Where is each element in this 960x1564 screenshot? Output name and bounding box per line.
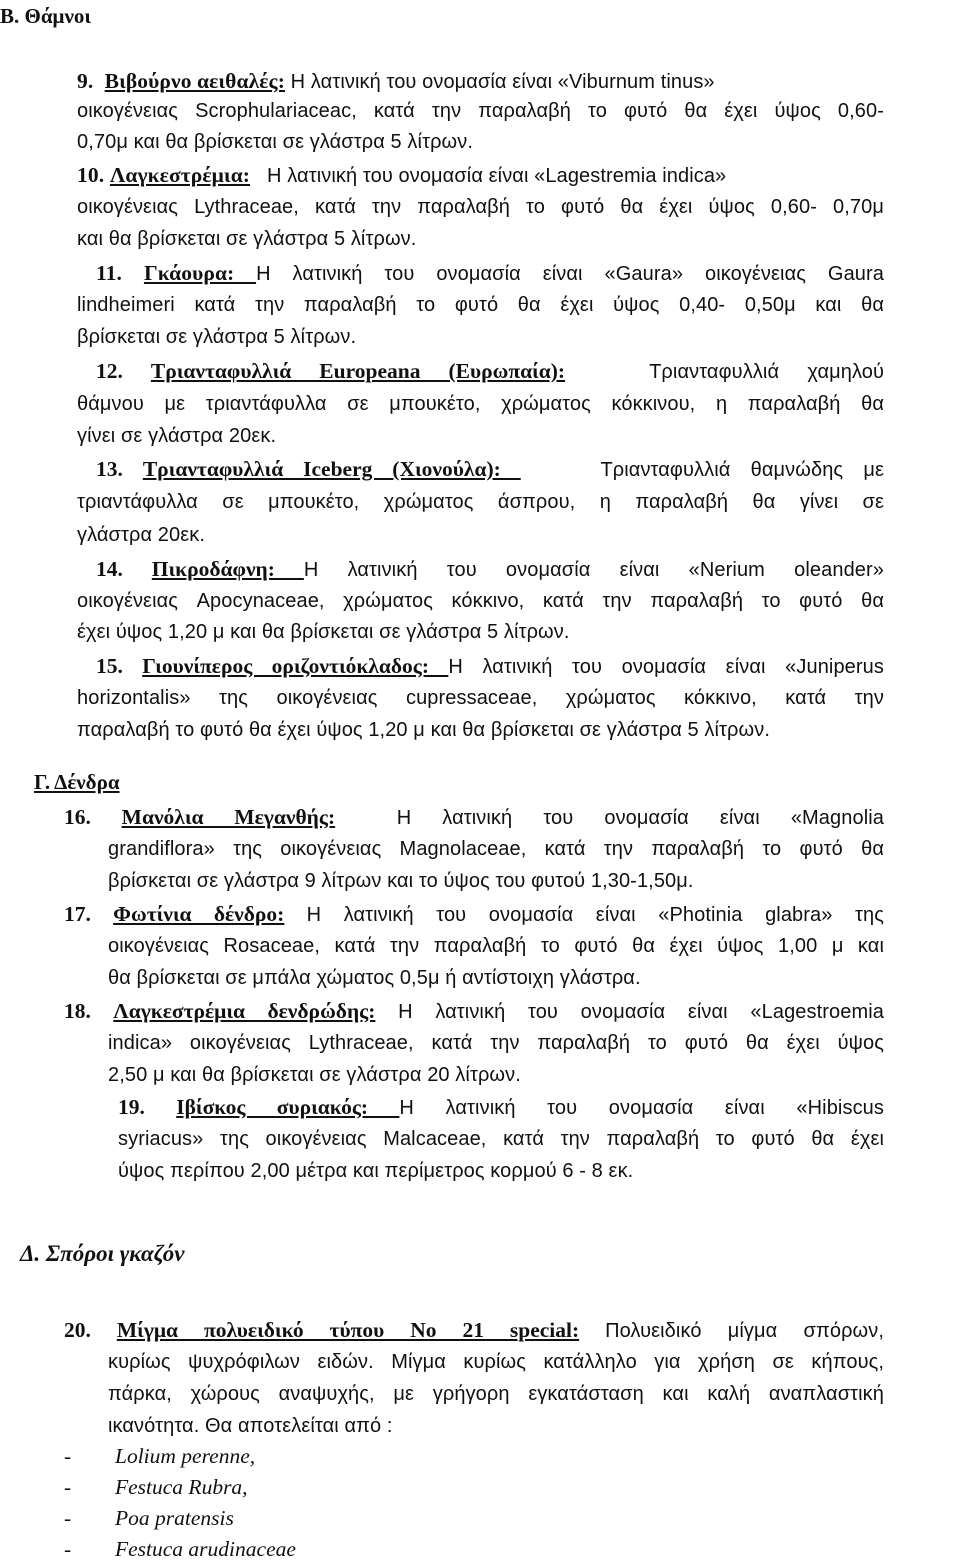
item-text: 0,70μ και θα βρίσκεται σε γλάστρα 5 λίτρων. — [77, 131, 474, 153]
section-heading-shrubs: B. Θάμνοι — [0, 4, 91, 28]
item-number: 15. — [96, 654, 123, 678]
item-title: Γιουνίπερος οριζοντιόκλαδος: — [142, 654, 449, 678]
species-item — [64, 1441, 256, 1471]
list-item — [64, 802, 884, 833]
item-number: 11. — [96, 261, 122, 285]
item-title: Τριανταφυλλιά Iceberg (Χιονούλα): — [142, 457, 521, 481]
list-item — [77, 160, 884, 191]
item-text: syriacus» της οικογένειας Malcaceae, κατά την παραλαβή το φυτό θα έχει — [118, 1128, 884, 1150]
item-title: Βιβούρνο αειθαλές: — [104, 69, 285, 93]
item-title: Λαγκεστρέμια: — [109, 163, 251, 187]
item-text: οικογένειας Scrophulariaceac, κατά την παραλαβή το φυτό θα έχει ύψος 0,60- — [77, 100, 884, 122]
item-text: βρίσκεται σε γλάστρα 9 λίτρων και το ύψος του φυτού 1,30-1,50μ. — [108, 870, 694, 892]
item-number: 19. — [118, 1095, 145, 1119]
item-text: Τριανταφυλλιά χαμηλού — [649, 361, 885, 383]
item-number: 9. — [77, 69, 94, 93]
list-item — [118, 1092, 884, 1123]
item-title: Ιβίσκος συριακός: — [176, 1095, 400, 1119]
item-text: indica» οικογένειας Lythraceae, κατά την παραλαβή το φυτό θα έχει ύψος — [108, 1032, 884, 1054]
item-text: παραλαβή το φυτό θα έχει ύψος 1,20 μ και θα βρίσκεται σε γλάστρα 5 λίτρων. — [77, 719, 771, 741]
item-title: Φωτίνια δένδρο: — [113, 902, 285, 926]
item-number: 10. — [77, 163, 105, 187]
item-text: Πολυειδικό μίγμα σπόρων, — [605, 1320, 885, 1342]
list-item — [64, 996, 884, 1027]
item-number: 20. — [64, 1318, 91, 1342]
item-title: Μανόλια Μεγανθής: — [121, 805, 336, 829]
species-name: Poa pratensis — [115, 1506, 234, 1530]
item-text: πάρκα, χώρους αναψυχής, με γρήγορη εγκατάσταση και καλή αναπλαστική — [108, 1383, 884, 1405]
item-text: Η λατινική του ονομασία είναι «Nerium oleander» — [303, 559, 884, 581]
species-name: Festuca Rubra, — [115, 1475, 248, 1499]
list-item — [64, 1315, 884, 1346]
item-text: θα βρίσκεται σε μπάλα χώματος 0,5μ ή αντίστοιχη γλάστρα. — [108, 967, 641, 989]
item-text: έχει ύψος 1,20 μ και θα βρίσκεται σε γλάστρα 5 λίτρων. — [77, 621, 570, 643]
bullet-dash: - — [64, 1475, 72, 1499]
item-text: Η λατινική του ονομασία είναι «Lagestroemia — [375, 1001, 885, 1023]
item-text: Η λατινική του ονομασία είναι «Lagestremia indica» — [267, 165, 727, 187]
section-heading-trees — [34, 767, 120, 797]
item-text: Η λατινική του ονομασία είναι «Juniperus — [448, 656, 884, 678]
item-text: κυρίως ψυχρόφιλων ειδών. Μίγμα κυρίως κατάλληλο για χρήση σε κήπους, — [108, 1351, 884, 1373]
item-text: οικογένειας Lythraceae, κατά την παραλαβή το φυτό θα έχει ύψος 0,60- 0,70μ — [77, 196, 884, 218]
section-heading-seeds: Δ. Σπόροι γκαζόν — [20, 1241, 185, 1266]
list-item — [96, 356, 884, 387]
item-text: 2,50 μ και θα βρίσκεται σε γλάστρα 20 λίτρων. — [108, 1064, 521, 1086]
item-title: Λαγκεστρέμια δενδρώδης: — [113, 999, 376, 1023]
item-text: θάμνου με τριαντάφυλλα σε μπουκέτο, χρώματος κόκκινου, η παραλαβή θα — [77, 393, 884, 415]
item-text: grandiflora» της οικογένειας Magnolaceae, κατά την παραλαβή το φυτό θα — [108, 838, 884, 860]
item-text: οικογένειας Rosaceae, κατά την παραλαβή το φυτό θα έχει ύψος 1,00 μ και — [108, 935, 884, 957]
species-name: Festuca arudinaceae — [115, 1537, 296, 1561]
item-text: Η λατινική του ονομασία είναι «Magnolia — [396, 807, 885, 829]
species-item — [64, 1534, 296, 1564]
species-name: Lolium perenne, — [115, 1444, 256, 1468]
species-item — [64, 1472, 248, 1502]
item-number: 17. — [64, 902, 91, 926]
item-text: γλάστρα 20εκ. — [77, 524, 206, 546]
section-heading-text: Γ. Δένδρα — [34, 770, 120, 794]
item-text: γίνει σε γλάστρα 20εκ. — [77, 425, 277, 447]
item-number: 12. — [96, 359, 123, 383]
item-number: 13. — [96, 457, 123, 481]
item-number: 14. — [96, 557, 123, 581]
item-text: και θα βρίσκεται σε γλάστρα 5 λίτρων. — [77, 228, 417, 250]
list-item — [96, 651, 884, 682]
item-text: ύψος περίπου 2,00 μέτρα και περίμετρος κορμού 6 - 8 εκ. — [118, 1160, 634, 1182]
item-number: 16. — [64, 805, 91, 829]
bullet-dash: - — [64, 1506, 72, 1530]
list-item — [77, 66, 884, 97]
item-title: Τριανταφυλλιά Europeana (Ευρωπαία): — [150, 359, 566, 383]
item-text: βρίσκεται σε γλάστρα 5 λίτρων. — [77, 326, 357, 348]
item-number: 18. — [64, 999, 91, 1023]
item-text: Η λατινική του ονομασία είναι «Viburnum tinus» — [285, 71, 715, 93]
item-text: lindheimeri κατά την παραλαβή το φυτό θα έχει ύψος 0,40- 0,50μ και θα — [77, 294, 884, 316]
item-title: Πικροδάφνη: — [151, 557, 304, 581]
item-title: Μίγμα πολυειδικό τύπου Νο 21 special: — [116, 1318, 580, 1342]
list-item — [64, 899, 884, 930]
item-text: Η λατινική του ονομασία είναι «Hibiscus — [399, 1097, 884, 1119]
item-title: Γκάουρα: — [143, 261, 257, 285]
item-text: horizontalis» της οικογένειας cupressaceae, χρώματος κόκκινο, κατά την — [77, 687, 884, 709]
item-text: Η λατινική του ονομασία είναι «Photinia glabra» της — [306, 904, 885, 926]
bullet-dash: - — [64, 1444, 72, 1468]
species-item — [64, 1503, 234, 1533]
item-text: οικογένειας Apocynaceae, χρώματος κόκκινο, κατά την παραλαβή το φυτό θα — [77, 590, 884, 612]
list-item — [96, 554, 884, 585]
item-text: Η λατινική του ονομασία είναι «Gaura» οικογένειας Gaura — [256, 263, 884, 285]
item-text: Τριανταφυλλιά θαμνώδης με — [600, 459, 885, 481]
item-text: ικανότητα. Θα αποτελείται από : — [108, 1415, 393, 1437]
list-item — [96, 258, 884, 289]
list-item — [96, 454, 884, 485]
item-text: τριαντάφυλλα σε μπουκέτο, χρώματος άσπρου, η παραλαβή θα γίνει σε — [77, 491, 884, 513]
bullet-dash: - — [64, 1537, 72, 1561]
